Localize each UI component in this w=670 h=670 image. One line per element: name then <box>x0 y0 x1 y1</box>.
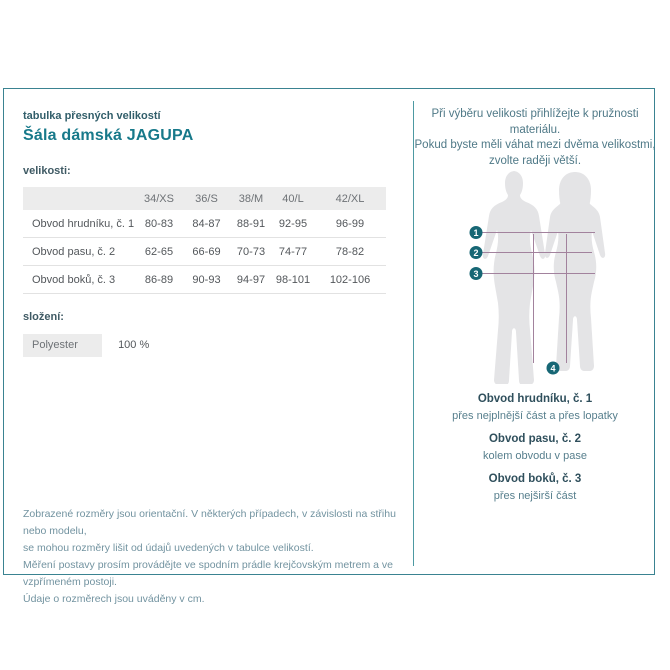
marker-3-number: 3 <box>473 268 479 279</box>
size-column-header: 40/L <box>272 187 314 210</box>
marker-4-number: 4 <box>550 363 556 374</box>
composition-row <box>23 334 149 357</box>
size-value-cell: 62-65 <box>135 238 183 266</box>
table-subheading: tabulka přesných velikostí <box>23 110 161 122</box>
size-column-header: 42/XL <box>314 187 386 210</box>
disclaimer-line: Zobrazené rozměry jsou orientační. V některých případech, v závislosti na střihu nebo modelu, <box>23 508 396 537</box>
disclaimer-line: se mohou rozměry lišit od údajů uvedených v tabulce velikostí. <box>23 542 314 554</box>
size-table-section <box>4 89 413 605</box>
measurement-row-label: Obvod pasu, č. 2 <box>23 238 135 266</box>
size-value-cell: 102-106 <box>314 266 386 294</box>
measurement-name: Obvod pasu, č. 2 <box>488 433 582 445</box>
size-value-cell: 70-73 <box>230 238 272 266</box>
measurement-definitions <box>414 392 656 512</box>
sizes-section-label: velikosti: <box>23 165 71 177</box>
size-value-cell: 92-95 <box>272 210 314 238</box>
fit-advice-line: zvolte raději větší. <box>488 154 582 167</box>
measurement-name: Obvod boků, č. 3 <box>488 473 582 485</box>
size-value-cell: 66-69 <box>183 238 230 266</box>
measurement-definition <box>414 432 656 463</box>
size-value-cell: 84-87 <box>183 210 230 238</box>
marker-1-number: 1 <box>473 227 479 238</box>
size-guide-panel <box>3 88 656 605</box>
size-table-corner-cell <box>23 187 135 210</box>
size-table-header-row <box>23 187 386 210</box>
size-column-header: 36/S <box>183 187 230 210</box>
product-title: Šála dámská JAGUPA <box>23 127 194 144</box>
size-value-cell: 94-97 <box>230 266 272 294</box>
disclaimer-line: Údaje o rozměrech jsou uváděny v cm. <box>23 593 205 605</box>
material-chip: Polyester <box>23 334 102 357</box>
measurement-name: Obvod hrudníku, č. 1 <box>477 393 593 405</box>
material-percentage: 100 % <box>118 339 150 351</box>
table-row <box>23 266 386 294</box>
size-value-cell: 90-93 <box>183 266 230 294</box>
body-measurement-diagram <box>415 169 657 384</box>
size-value-cell: 80-83 <box>135 210 183 238</box>
size-value-cell: 74-77 <box>272 238 314 266</box>
male-silhouette <box>483 171 545 384</box>
measurement-definition <box>414 392 656 423</box>
size-column-header: 34/XS <box>135 187 183 210</box>
measurement-definition <box>414 472 656 503</box>
measurement-description: přes nejširší část <box>493 490 577 502</box>
composition-section-label: složení: <box>23 311 64 323</box>
size-table <box>23 187 386 294</box>
measurement-row-label: Obvod hrudníku, č. 1 <box>23 210 135 238</box>
measurement-description: přes nejplnější část a přes lopatky <box>452 410 618 422</box>
size-value-cell: 88-91 <box>230 210 272 238</box>
disclaimer-text <box>23 506 408 608</box>
measurement-description: kolem obvodu v pase <box>483 450 587 462</box>
marker-2-number: 2 <box>473 247 479 258</box>
female-silhouette <box>545 174 605 374</box>
fit-advice-line: Při výběru velikosti přihlížejte k pružnosti materiálu. <box>431 108 639 136</box>
size-column-header: 38/M <box>230 187 272 210</box>
size-value-cell: 98-101 <box>272 266 314 294</box>
table-row <box>23 210 386 238</box>
fit-advice-line: Pokud byste měli váhat mezi dvěma velikostmi, <box>414 139 656 151</box>
measurement-guide-section <box>414 89 656 574</box>
measurement-row-label: Obvod boků, č. 3 <box>23 266 135 294</box>
fit-advice-text <box>414 107 656 169</box>
disclaimer-line: Měření postavy prosím provádějte ve spodním prádle krejčovským metrem a ve vzpřímeném postoji. <box>23 559 393 588</box>
size-value-cell: 96-99 <box>314 210 386 238</box>
table-row <box>23 238 386 266</box>
size-value-cell: 86-89 <box>135 266 183 294</box>
size-value-cell: 78-82 <box>314 238 386 266</box>
